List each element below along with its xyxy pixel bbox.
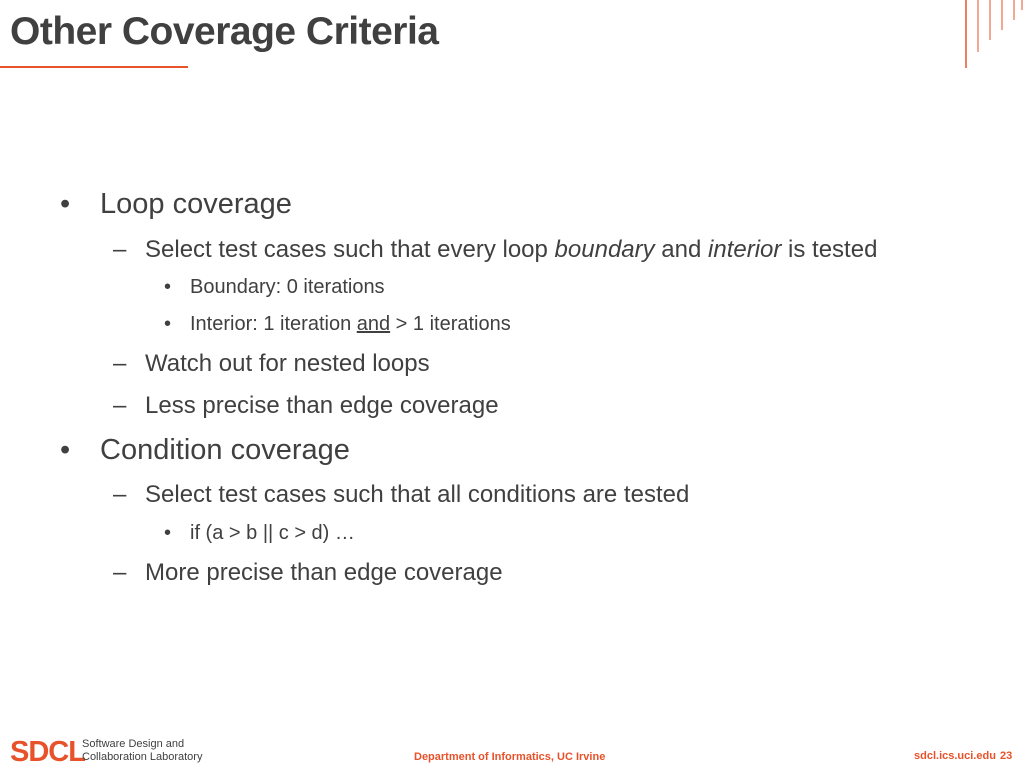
dash-icon: – [113,350,127,377]
sub-bullet-more-precise [113,559,503,587]
sub-bullet-nested-loops [113,350,430,378]
site-url: sdcl.ics.uci.edu [914,750,996,762]
lab-name-line1: Software Design and [82,738,185,750]
underlined-and: and [356,313,391,335]
bullet-icon: • [164,313,172,335]
bullet-loop-coverage [60,188,292,221]
bullet-condition-coverage [60,434,350,467]
bullet-icon: • [164,276,172,298]
department-label: Department of Informatics, UC Irvine [414,751,606,763]
decorative-lines [954,0,1024,80]
sub-bullet-text: is tested [781,236,878,263]
dash-icon: – [113,236,127,263]
dash-icon: – [113,559,127,586]
sdcl-logo: SDCL [10,736,85,768]
emphasis-interior: interior [708,236,782,263]
bullet-text: Loop coverage [100,188,292,220]
dash-icon: – [113,392,127,419]
bullet-icon: • [60,434,71,466]
sub-sub-bullet-text: Boundary: 0 iterations [190,276,385,298]
sub-bullet-loop-select [113,236,878,264]
sub-bullet-text: More precise than edge coverage [145,559,503,586]
sub-sub-bullet-text: > 1 iterations [390,313,511,335]
dash-icon: – [113,481,127,508]
sub-bullet-condition-select [113,481,690,509]
slide-title: Other Coverage Criteria [10,10,439,53]
title-underline [0,66,188,68]
emphasis-boundary: boundary [554,236,655,263]
lab-name [82,738,202,764]
sub-bullet-text: and [654,236,709,263]
sub-sub-bullet-interior [164,313,511,336]
code-example: if (a > b || c > d) … [190,522,355,544]
bullet-icon: • [60,188,71,220]
sub-bullet-text: Select test cases such that all conditions are tested [145,481,690,508]
sub-bullet-text: Less precise than edge coverage [145,392,499,419]
sub-sub-bullet-boundary [164,276,385,299]
sub-bullet-text: Watch out for nested loops [145,350,430,377]
lab-name-line2: Collaboration Laboratory [82,751,203,763]
sub-sub-bullet-example [164,522,355,545]
sub-bullet-less-precise [113,392,499,420]
bullet-text: Condition coverage [100,434,350,466]
page-number: 23 [1000,750,1013,762]
sub-bullet-text: Select test cases such that every loop [145,236,555,263]
bullet-icon: • [164,522,172,544]
sub-sub-bullet-text: Interior: 1 iteration [190,313,357,335]
